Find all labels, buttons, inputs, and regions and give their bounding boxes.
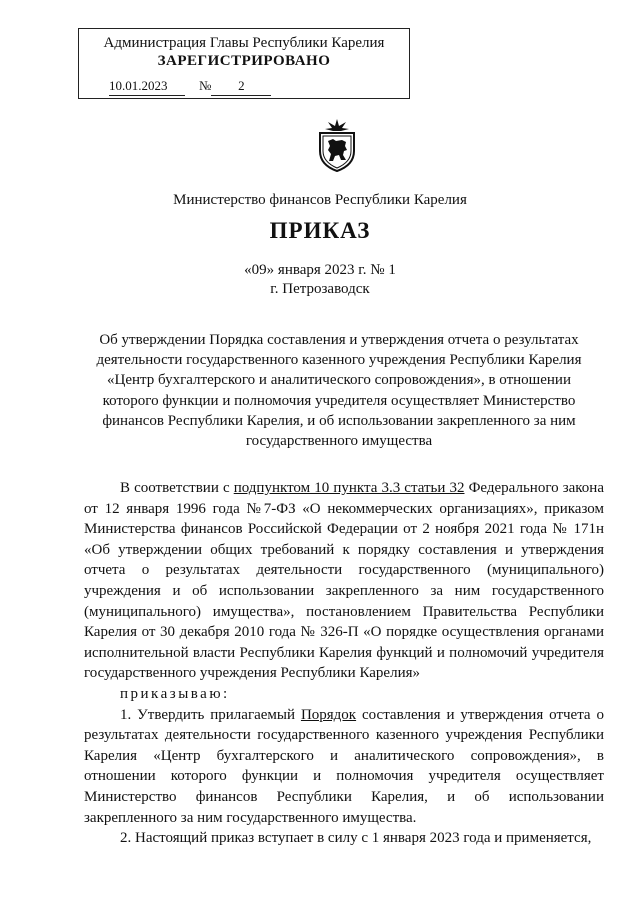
order-subject: Об утверждении Порядка составления и утверждения отчета о результатах деятельности государственного казенного учреждения Республики Карелия «Центр бухгалтерского и аналитического сопровождения», в отношении которого функции и полномочия учредителя осуществляет Министерство финансов Республики Карелия, и об использовании закрепленного за ним государственного имущества	[96, 332, 582, 450]
preamble-paragraph	[84, 478, 604, 684]
stamp-number: 2	[211, 77, 271, 96]
order-body	[84, 478, 604, 849]
ministry-name: Министерство финансов Республики Карелия	[173, 192, 467, 208]
registration-stamp	[78, 28, 410, 99]
stamp-number-label: №	[199, 78, 212, 93]
order-word: приказываю:	[120, 685, 230, 702]
preamble-text-rest: Федерального закона от 12 января 1996 года №7-ФЗ «О некоммерческих организациях», приказом Министерства финансов Российской Федерации от 2 ноября 2021 года № 171н «Об утверждении общих требований к порядку составления и утверждения отчета о результатах деятельности государственного (муниципального) учреждения и об использовании закрепленного за ним государственного (муниципального) имущества», постановлением Правительства Республики Карелия от 30 декабря 2010 года № 326-П «О порядке осуществления органами исполнительной власти Республики Карелия функций и полномочий учредителя государственного учреждения Республики Карелия»	[84, 480, 604, 682]
document-type-title: ПРИКАЗ	[269, 218, 371, 243]
law-reference-link[interactable]: подпунктом 10 пункта 3.3 статьи 32	[233, 480, 465, 496]
stamp-registration-row	[109, 77, 271, 96]
item-2-paragraph: 2. Настоящий приказ вступает в силу с 1 января 2023 года и применяется,	[120, 830, 592, 847]
item-1-text-rest: составления и утверждения отчета о результатах деятельности государственного казенного учреждения Республики Карелия «Центр бухгалтерского и аналитического сопровождения», в отношении которого функции и полномочия учредителя осуществляет Министерство финансов Республики Карелия, и об использовании закрепленного за ним государственного имущества.	[84, 706, 604, 826]
stamp-status: ЗАРЕГИСТРИРОВАНО	[157, 53, 331, 69]
item-1-text-start: 1. Утвердить прилагаемый	[120, 706, 301, 723]
order-date-number: «09» января 2023 г. № 1	[244, 262, 396, 278]
stamp-date: 10.01.2023	[109, 77, 185, 96]
item-1-paragraph	[84, 705, 604, 829]
procedure-link[interactable]: Порядок	[300, 706, 357, 723]
preamble-text-start: В соответствии с	[120, 480, 234, 496]
stamp-organization: Администрация Главы Республики Карелия	[103, 35, 385, 51]
karelia-coat-of-arms-icon	[315, 117, 359, 173]
order-city: г. Петрозаводск	[270, 281, 370, 297]
